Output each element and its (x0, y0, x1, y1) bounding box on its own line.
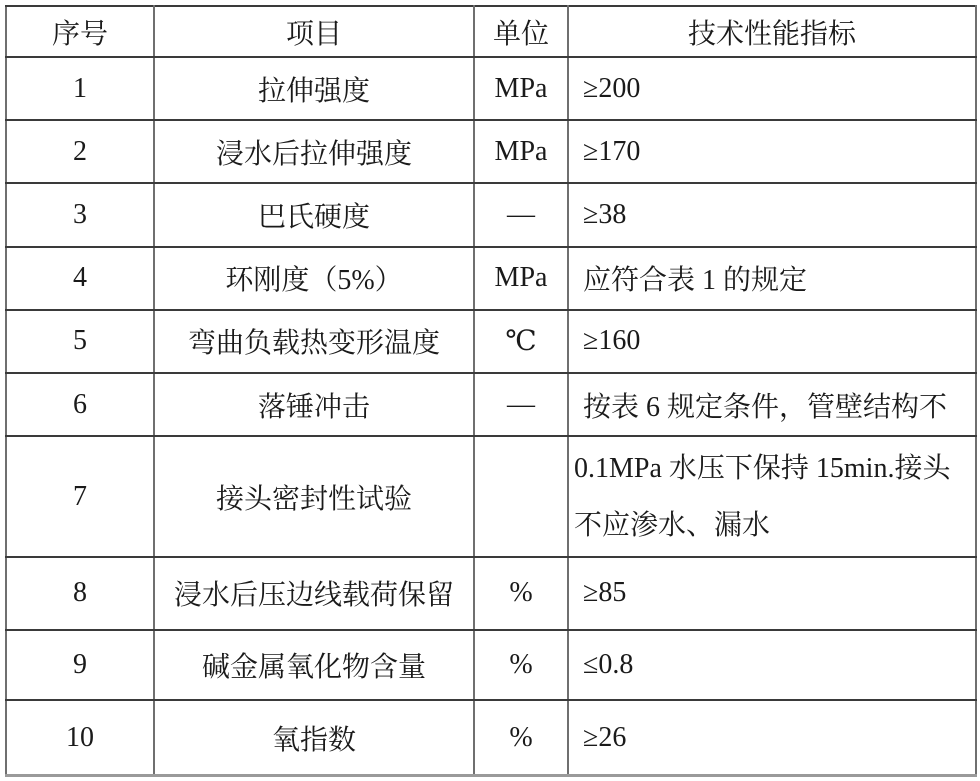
cell-index: 6 (6, 373, 154, 436)
column-header-indicator: 技术性能指标 (568, 6, 976, 57)
cell-unit: MPa (474, 247, 568, 310)
cell-item: 接头密封性试验 (154, 436, 474, 556)
cell-indicator (568, 57, 976, 120)
cell-indicator (568, 700, 976, 775)
cell-item: 环刚度（5%） (154, 247, 474, 310)
table-body (6, 57, 976, 776)
cell-item: 巴氏硬度 (154, 183, 474, 246)
indicator-line: 按表 6 规定条件，管壁结构不 (583, 391, 948, 423)
column-header-index: 序号 (6, 6, 154, 57)
cell-index: 1 (6, 57, 154, 120)
cell-unit (474, 436, 568, 556)
header-row (6, 6, 976, 57)
cell-unit: — (474, 183, 568, 246)
cell-indicator (568, 630, 976, 700)
cell-index: 8 (6, 557, 154, 630)
indicator-line: ≥200 (583, 72, 641, 104)
cell-index: 4 (6, 247, 154, 310)
table-row (6, 700, 976, 775)
spec-table (5, 5, 977, 777)
cell-indicator (568, 557, 976, 630)
indicator-line: ≤0.8 (583, 649, 634, 681)
column-header-unit: 单位 (474, 6, 568, 57)
indicator-line: ≥26 (583, 721, 627, 753)
cell-indicator (568, 120, 976, 183)
cell-indicator (568, 183, 976, 246)
table-row (6, 557, 976, 630)
cell-index: 5 (6, 310, 154, 373)
table-row (6, 436, 976, 556)
cell-index: 3 (6, 183, 154, 246)
cell-item: 氧指数 (154, 700, 474, 775)
indicator-line: 0.1MPa 水压下保持 15min.接头 (574, 452, 951, 484)
indicator-line: ≥38 (583, 199, 627, 231)
cell-item: 拉伸强度 (154, 57, 474, 120)
table-row (6, 57, 976, 120)
cell-unit: — (474, 373, 568, 436)
cell-unit: % (474, 630, 568, 700)
table-row (6, 120, 976, 183)
table-header (6, 6, 976, 57)
cell-index: 9 (6, 630, 154, 700)
cell-unit: MPa (474, 120, 568, 183)
indicator-line: ≥85 (583, 577, 627, 609)
column-header-item: 项目 (154, 6, 474, 57)
indicator-line: 不应渗水、漏水 (574, 509, 771, 541)
table-row (6, 247, 976, 310)
cell-index: 10 (6, 700, 154, 775)
cell-item: 浸水后压边线载荷保留 (154, 557, 474, 630)
cell-index: 2 (6, 120, 154, 183)
table-row (6, 310, 976, 373)
cell-item: 浸水后拉伸强度 (154, 120, 474, 183)
cell-item: 弯曲负载热变形温度 (154, 310, 474, 373)
cell-indicator (568, 373, 976, 436)
indicator-line: ≥170 (583, 135, 641, 167)
cell-indicator (568, 247, 976, 310)
table-row (6, 183, 976, 246)
cell-item: 碱金属氧化物含量 (154, 630, 474, 700)
cell-index: 7 (6, 436, 154, 556)
table-row (6, 373, 976, 436)
cell-unit: % (474, 557, 568, 630)
indicator-line: ≥160 (583, 325, 641, 357)
cell-unit: ℃ (474, 310, 568, 373)
indicator-line: 应符合表 1 的规定 (583, 265, 808, 297)
cell-indicator (568, 436, 976, 556)
cell-item: 落锤冲击 (154, 373, 474, 436)
cell-unit: MPa (474, 57, 568, 120)
cell-unit: % (474, 700, 568, 775)
table-row (6, 630, 976, 700)
cell-indicator (568, 310, 976, 373)
